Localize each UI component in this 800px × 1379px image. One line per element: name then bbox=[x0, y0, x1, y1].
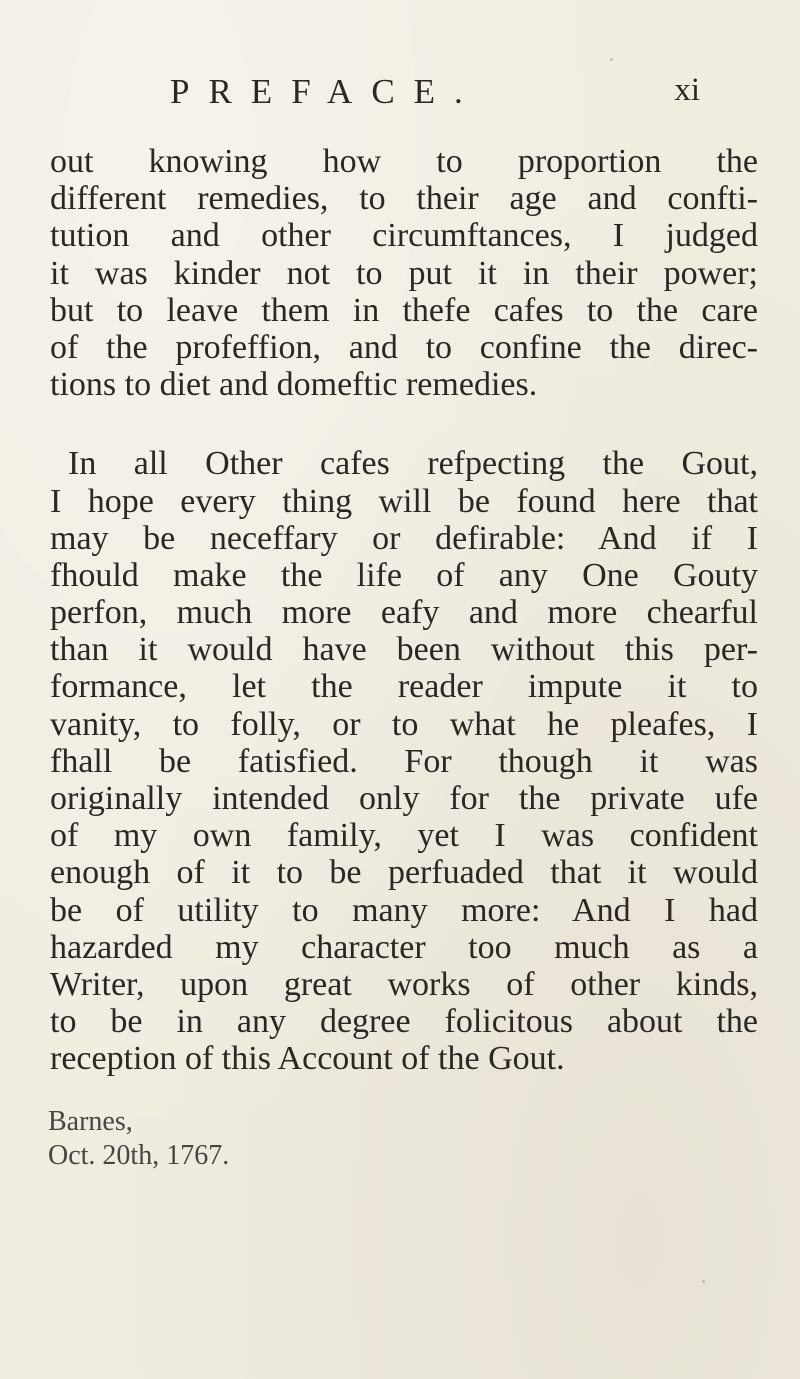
text-line: of the profeffion, and to confine the direc- bbox=[50, 328, 758, 366]
text-line: may be neceffary or defirable: And if I bbox=[50, 519, 758, 557]
text-line: In all Other cafes refpecting the Gout, bbox=[68, 445, 758, 483]
text-line: vanity, to folly, or to what he pleafes, I bbox=[50, 705, 758, 743]
text-line: perfon, much more eafy and more chearful bbox=[50, 594, 758, 632]
text-line: than it would have been without this per- bbox=[50, 631, 758, 669]
text-line: of my own family, yet I was confident bbox=[50, 817, 758, 855]
text-line: I hope every thing will be found here that bbox=[50, 482, 758, 520]
running-head bbox=[170, 72, 730, 122]
paragraph bbox=[50, 445, 758, 1077]
paper-speck bbox=[610, 58, 613, 61]
page-number: xi bbox=[674, 72, 700, 108]
text-line: enough of it to be perfuaded that it would bbox=[50, 854, 758, 892]
signoff bbox=[48, 1105, 229, 1173]
body-text bbox=[50, 143, 758, 1078]
paragraph-gap bbox=[50, 403, 758, 445]
paragraph bbox=[50, 143, 758, 403]
paper-speck bbox=[702, 1280, 705, 1283]
text-line: fhould make the life of any One Gouty bbox=[50, 556, 758, 594]
text-line: but to leave them in thefe cafes to the care bbox=[50, 291, 758, 329]
text-line: it was kinder not to put it in their power; bbox=[50, 254, 758, 292]
text-line: be of utility to many more: And I had bbox=[50, 891, 758, 929]
signoff-date: Oct. 20th, 1767. bbox=[48, 1140, 230, 1171]
running-head-title: PREFACE. bbox=[170, 72, 482, 111]
text-line: fhall be fatisfied. For though it was bbox=[50, 742, 758, 780]
text-line: Writer, upon great works of other kinds, bbox=[50, 965, 758, 1003]
text-line: tions to diet and domeftic remedies. bbox=[50, 366, 538, 404]
text-line: to be in any degree folicitous about the bbox=[50, 1003, 758, 1041]
text-line: reception of this Account of the Gout. bbox=[50, 1040, 565, 1078]
text-line: out knowing how to proportion the bbox=[50, 143, 758, 180]
text-line: formance, let the reader impute it to bbox=[50, 668, 758, 706]
text-line: hazarded my character too much as a bbox=[50, 928, 758, 966]
text-line: tution and other circumftances, I judged bbox=[50, 217, 758, 255]
text-line: different remedies, to their age and confti- bbox=[50, 180, 758, 218]
signoff-place: Barnes, bbox=[48, 1106, 133, 1137]
text-line: originally intended only for the private ufe bbox=[50, 780, 758, 817]
